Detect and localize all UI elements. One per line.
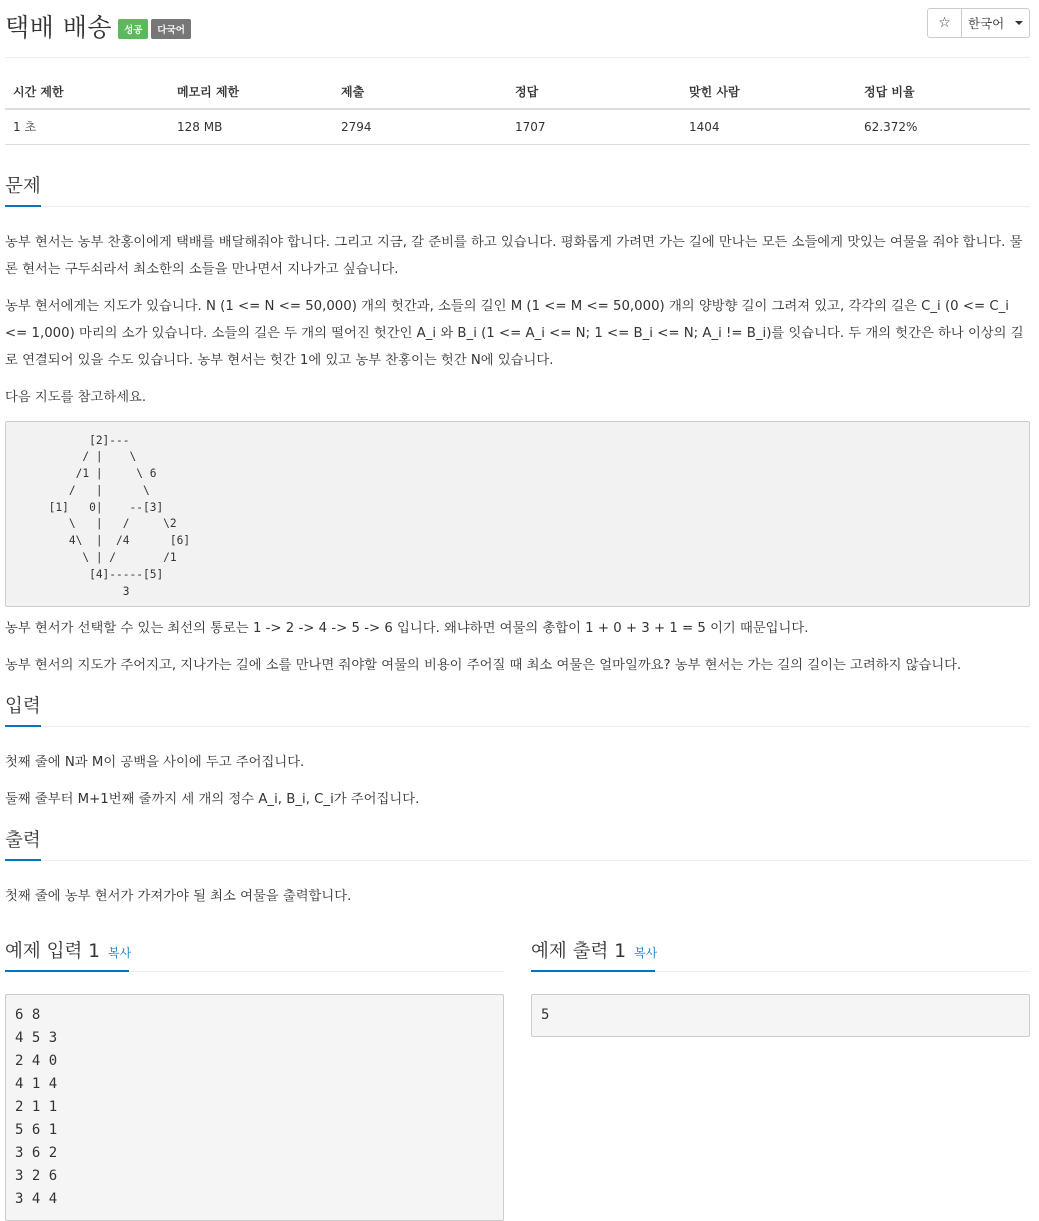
star-button[interactable] xyxy=(927,8,962,38)
problem-section-head xyxy=(5,167,1030,207)
info-submissions[interactable]: 2794 xyxy=(333,109,507,144)
info-value-row xyxy=(5,109,1030,144)
problem-header xyxy=(5,0,1030,58)
info-header-row xyxy=(5,75,1030,109)
input-section-title: 입력 xyxy=(5,695,41,717)
copy-input-button[interactable]: 복사 xyxy=(108,945,132,960)
sample-output-content[interactable]: 5 xyxy=(531,994,1030,1037)
info-header-ratio: 정답 비율 xyxy=(856,75,1030,109)
info-time-limit: 1 초 xyxy=(5,109,169,144)
problem-paragraph-4: 농부 현서가 선택할 수 있는 최선의 통로는 1 -> 2 -> 4 -> 5 -> 6 입니다. 왜냐하면 여물의 총합이 1 + 0 + 3 + 1 = 5 이기 때문입니다. xyxy=(5,620,809,636)
info-header-submissions: 제출 xyxy=(333,75,507,109)
sample-output-head xyxy=(531,932,1030,972)
language-select[interactable] xyxy=(962,8,1030,38)
language-badge[interactable]: 다국어 xyxy=(151,19,191,39)
info-header-time-limit: 시간 제한 xyxy=(5,75,169,109)
header-button-group xyxy=(927,8,1030,38)
sample-output-title: 예제 출력 1 xyxy=(531,940,627,962)
sample-input-title-wrap xyxy=(5,937,131,963)
copy-output-button[interactable]: 복사 xyxy=(634,945,658,960)
map-diagram: [2]--- / | \ /1 | \ 6 / | \ [1] 0| --[3] \ | / \2 4\ | /4 [6] \ | / /1 [4]-----[5] 3 xyxy=(5,421,1030,607)
section-underline xyxy=(5,205,41,207)
section-underline xyxy=(5,970,129,972)
language-select-label: 한국어 xyxy=(968,16,1005,31)
title-wrap xyxy=(5,8,191,44)
info-solved-users[interactable]: 1404 xyxy=(681,109,856,144)
sample-input-title: 예제 입력 1 xyxy=(5,940,101,962)
problem-paragraph-2: 농부 현서에게는 지도가 있습니다. N (1 <= N <= 50,000) 개의 헛간과, 소들의 길인 M (1 <= M <= 50,000) 개의 양방향 길이 그려져 있고, 각각의 길은 C_i (0 <= C_i <= 1,000) 마리의 소가 있습니다. 소들의 길은 두 개의 떨어진 헛간인 A_i 와 B_i (1 <= A_i <= N; 1 <= B_i <= N; A_i != B_i)를 잇습니다. 두 개의 헛간은 하나 이상의 길로 연결되어 있을 수도 있습니다. 농부 현서는 헛간 1에 있고 농부 찬홍이는 헛간 N에 있습니다. xyxy=(5,298,1024,368)
problem-paragraph-3: 다음 지도를 참고하세요. xyxy=(5,389,147,405)
sample-input-column xyxy=(5,918,504,1221)
info-memory-limit: 128 MB xyxy=(169,109,333,144)
problem-title: 택배 배송 xyxy=(5,13,113,42)
section-underline xyxy=(5,725,41,727)
sample-input-content[interactable]: 6 8 4 5 3 2 4 0 4 1 4 2 1 1 5 6 1 3 6 2 3 2 6 3 4 4 xyxy=(5,994,504,1221)
sample-output-title-wrap xyxy=(531,937,657,963)
section-underline xyxy=(5,859,41,861)
sample-input-head xyxy=(5,932,504,972)
problem-paragraph-1: 농부 현서는 농부 찬홍이에게 택배를 배달해줘야 합니다. 그리고 지금, 갈 준비를 하고 있습니다. 평화롭게 가려면 가는 길에 만나는 모든 소들에게 맛있는 여물을 줘야 합니다. 물론 현서는 구두쇠라서 최소한의 소들을 만나면서 지나가고 싶습니다. xyxy=(5,234,1023,277)
samples-row xyxy=(5,918,1030,1221)
info-header-memory-limit: 메모리 제한 xyxy=(169,75,333,109)
info-header-solved-users: 맞힌 사람 xyxy=(681,75,856,109)
chevron-down-icon xyxy=(1015,21,1023,25)
problem-info-table xyxy=(5,75,1030,145)
info-ratio: 62.372% xyxy=(856,109,1030,144)
problem-paragraph-5: 농부 현서의 지도가 주어지고, 지나가는 길에 소를 만나면 줘야할 여물의 비용이 주어질 때 최소 여물은 얼마일까요? 농부 현서는 가는 길의 길이는 고려하지 않습니다. xyxy=(5,657,962,673)
section-underline xyxy=(531,970,655,972)
output-section-head xyxy=(5,821,1030,861)
problem-section-title: 문제 xyxy=(5,175,41,197)
output-paragraph-1: 첫째 줄에 농부 현서가 가져가야 될 최소 여물을 출력합니다. xyxy=(5,888,352,904)
sample-output-column xyxy=(531,918,1030,1221)
status-badge[interactable]: 성공 xyxy=(118,19,148,39)
input-paragraph-1: 첫째 줄에 N과 M이 공백을 사이에 두고 주어집니다. xyxy=(5,754,305,770)
info-accepted[interactable]: 1707 xyxy=(507,109,681,144)
input-section-head xyxy=(5,687,1030,727)
input-paragraph-2: 둘째 줄부터 M+1번째 줄까지 세 개의 정수 A_i, B_i, C_i가 주어집니다. xyxy=(5,791,420,807)
star-icon: ☆ xyxy=(938,15,951,31)
info-header-accepted: 정답 xyxy=(507,75,681,109)
output-section-title: 출력 xyxy=(5,829,41,851)
